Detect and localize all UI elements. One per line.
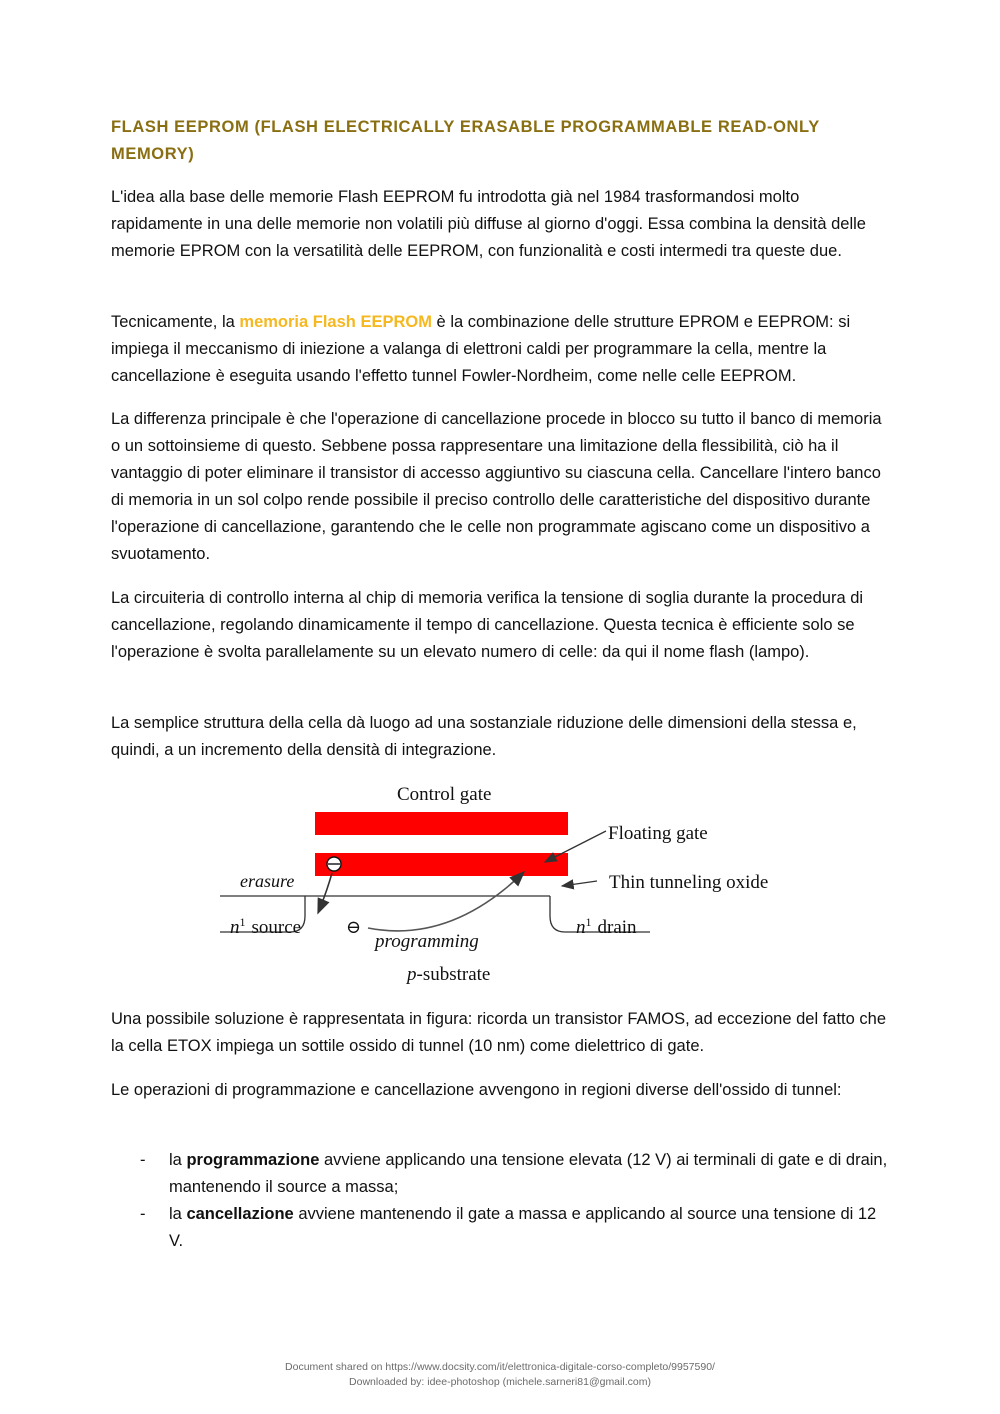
- footer-source-link[interactable]: Document shared on https://www.docsity.com/it/elettronica-digitale-corso-completo/9957590/: [285, 1361, 715, 1373]
- operations-list: [111, 1147, 893, 1255]
- floating-gate-label: Floating gate: [608, 823, 708, 844]
- erasure-arrow: [318, 873, 332, 913]
- electron-icon-channel: ⊖: [346, 917, 362, 937]
- control-gate-label: Control gate: [397, 784, 492, 805]
- highlight-link-flash-eeprom[interactable]: memoria Flash EEPROM: [239, 313, 432, 331]
- list-item-text: avviene mantenendo il gate a massa e applicando al source una tensione di 12 V.: [169, 1205, 877, 1251]
- floating-gate-bar: [315, 853, 568, 876]
- paragraph-control-circuitry: La circuiteria di controllo interna al chip di memoria verifica la tensione di soglia durante la procedura di cancellazione, regolando dinamicamente il tempo di cancellazione. Questa tecnica è efficiente solo se l'operazione è svolta parallelamente su un elevato numero di celle: da qui il nome flash (lampo).: [111, 589, 864, 662]
- paragraph-technical-start: Tecnicamente, la: [111, 313, 240, 331]
- list-item-prefix: la: [169, 1205, 187, 1224]
- list-item-prefix: la: [169, 1151, 187, 1169]
- paragraph-intro: L'idea alla base delle memorie Flash EEPROM fu introdotta già nel 1984 trasformandosi molto rapidamente in una delle memorie non volatili più diffuse al giorno d'oggi. Essa combina la densità delle memorie EPROM con la versatilità delle EEPROM, con funzionalità e costi intermedi tra queste due.: [111, 188, 866, 261]
- section-heading: FLASH EEPROM (FLASH ELECTRICALLY ERASABLE PROGRAMMABLE READ-ONLY MEMORY): [111, 118, 820, 163]
- paragraph-technical-end: è la combinazione delle strutture EPROM e EEPROM: si impiega il meccanismo di iniezione a valanga di elettroni caldi per programmare la cella, mentre la cancellazione è eseguita usando l'effetto tunnel Fowler-Nordheim, come nelle celle EEPROM.: [111, 313, 851, 386]
- list-item-keyword: programmazione: [186, 1151, 320, 1169]
- list-item-keyword: cancellazione: [186, 1205, 294, 1224]
- erasure-label: erasure: [240, 871, 295, 891]
- paragraph-operations: Le operazioni di programmazione e cancellazione avvengono in regioni diverse dell'ossido di tunnel:: [111, 1081, 842, 1099]
- paragraph-technical: [111, 309, 893, 390]
- floating-gate-arrow: [545, 831, 606, 862]
- programming-label: programming: [375, 931, 479, 952]
- list-dash: -: [140, 1205, 146, 1224]
- thin-oxide-label: Thin tunneling oxide: [609, 872, 769, 893]
- control-gate-bar: [315, 812, 568, 835]
- drain-label: $n^1$ drain: [576, 915, 637, 938]
- programming-arrow: [368, 872, 524, 931]
- list-item-erasure: [111, 1201, 893, 1255]
- page-footer: [0, 1360, 1000, 1390]
- source-label: $n^1$ source: [230, 915, 302, 938]
- paragraph-cell-structure: La semplice struttura della cella dà luogo ad una sostanziale riduzione delle dimensioni della stessa e, quindi, a un incremento della densità di integrazione.: [111, 714, 857, 760]
- flash-cell-diagram: [220, 776, 790, 991]
- list-item-text: avviene applicando una tensione elevata (12 V) ai terminali di gate e di drain, mantenendo il source a massa;: [169, 1151, 888, 1197]
- substrate-label: p-substrate: [407, 964, 491, 985]
- list-dash: -: [140, 1151, 146, 1169]
- paragraph-difference: La differenza principale è che l'operazione di cancellazione procede in blocco su tutto il banco di memoria o un sottoinsieme di questo. Sebbene possa rappresentare una limitazione della flessibilità, ciò ha il vantaggio di poter eliminare il transistor di accesso aggiuntivo su ciascuna cella. Cancellare l'intero banco di memoria in un sol colpo rende possibile il preciso controllo delle caratteristiche del dispositivo durante l'operazione di cancellazione, garantendo che le celle non programmate agiscano come un dispositivo a svuotamento.: [111, 410, 882, 564]
- footer-download-info: Downloaded by: idee-photoshop (michele.sarneri81@gmail.com): [349, 1376, 651, 1388]
- list-item-programming: [111, 1147, 893, 1201]
- paragraph-possible-solution: Una possibile soluzione è rappresentata in figura: ricorda un transistor FAMOS, ad eccezione del fatto che la cella ETOX impiega un sottile ossido di tunnel (10 nm) come dielettrico di gate.: [111, 1010, 887, 1056]
- thin-oxide-arrow: [562, 881, 597, 886]
